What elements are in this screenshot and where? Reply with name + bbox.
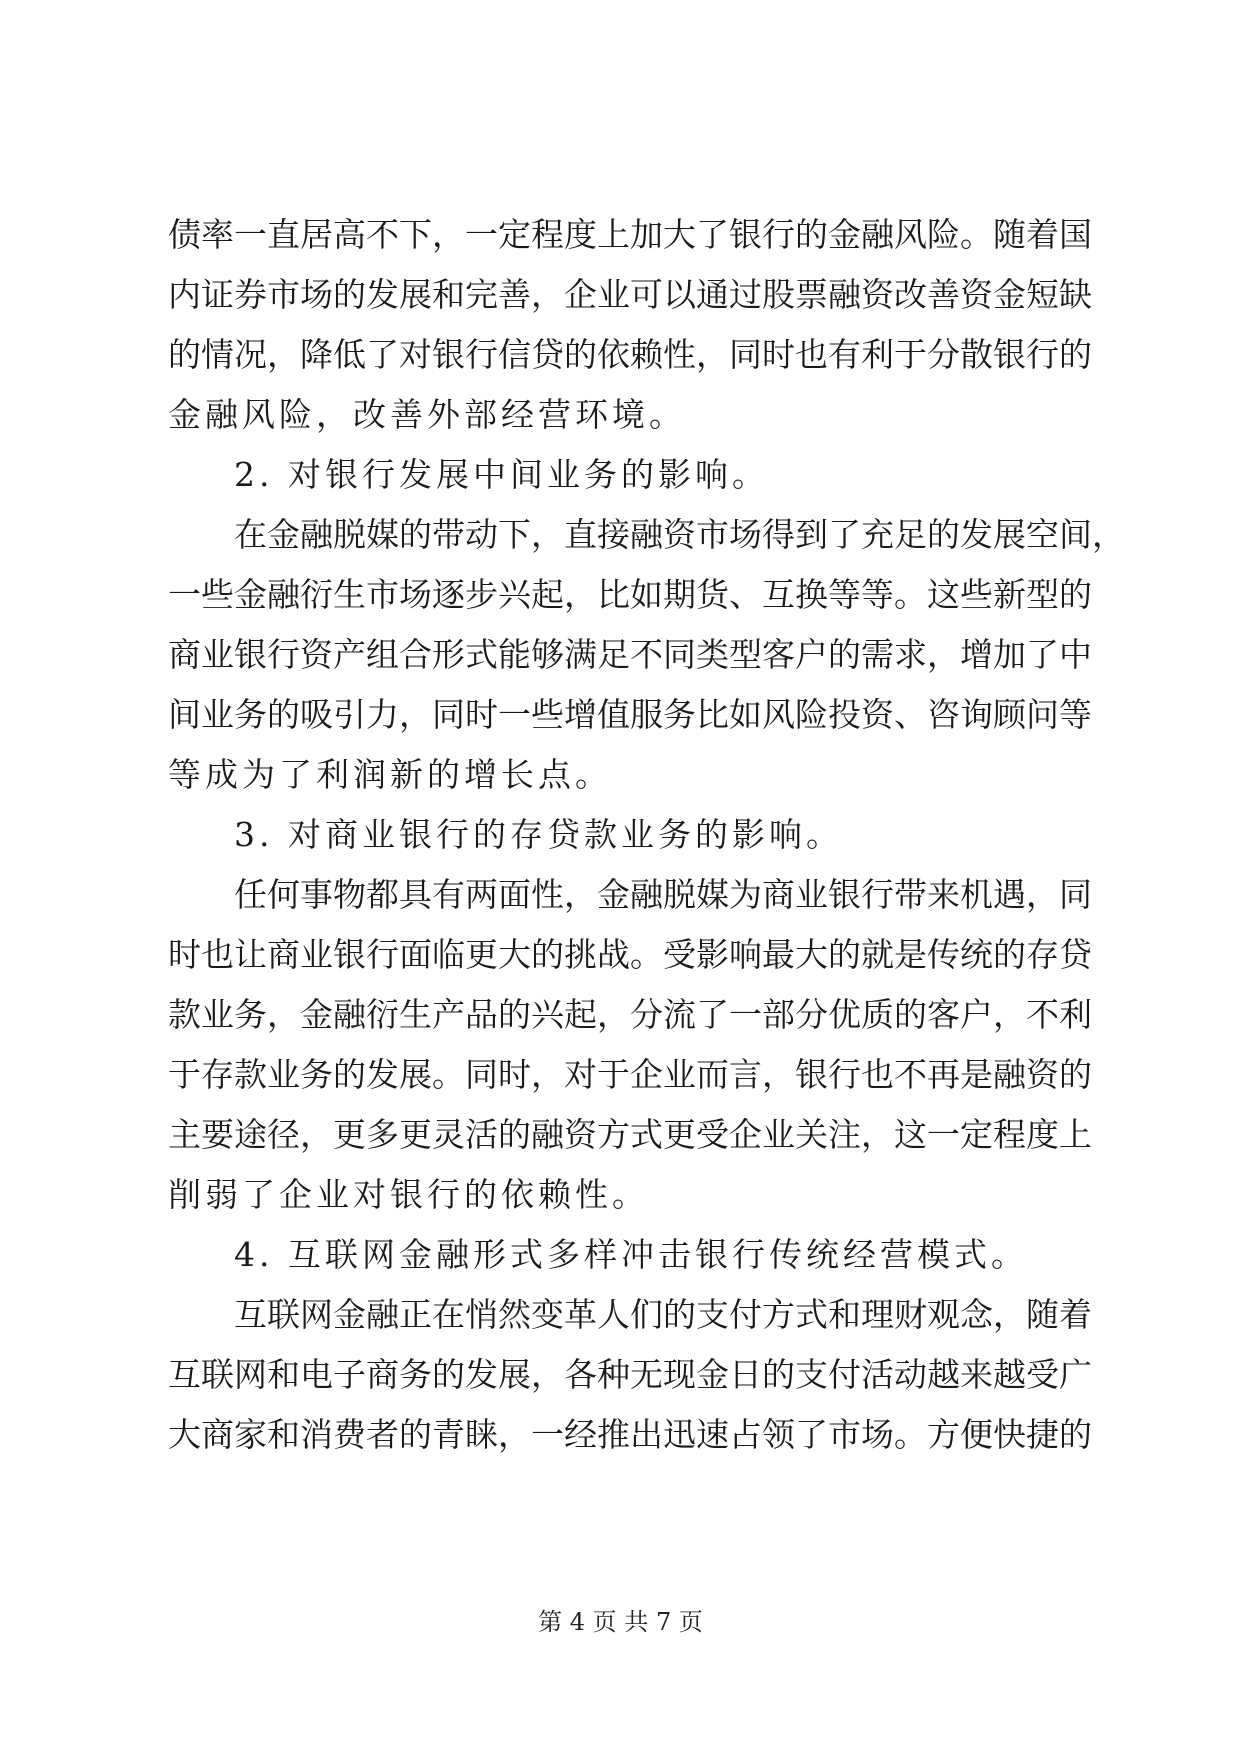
text-line: 主 要 途 径 ， 更 多 更 灵 活 的 融 资 方 式 更 受 企 业 关 注 ， 这 一 定 程 度 上 bbox=[168, 1115, 1092, 1154]
text-line: 任 何 事 物 都 具 有 两 面 性 ， 金 融 脱 媒 为 商 业 银 行 带 来 机 遇 ， 同 bbox=[234, 875, 1092, 914]
text-line: 的 情 况 ， 降 低 了 对 银 行 信 贷 的 依 赖 性 ， 同 时 也 有 利 于 分 散 银 行 的 bbox=[168, 335, 1092, 374]
page-footer: 第 4 页 共 7 页 bbox=[538, 1608, 703, 1636]
text-line: 款 业 务 ， 金 融 衍 生 产 品 的 兴 起 ， 分 流 了 一 部 分 优 质 的 客 户 ， 不 利 bbox=[168, 995, 1092, 1034]
body-text bbox=[168, 205, 1125, 1465]
section-heading-4: 4. 互联网金融形式多样冲击银行传统经营模式。 bbox=[234, 1235, 1028, 1274]
text-line: 金融风险，改善外部经营环境。 bbox=[168, 395, 686, 434]
text-line: 互 联 网 金 融 正 在 悄 然 变 革 人 们 的 支 付 方 式 和 理 财 观 念 ， 随 着 bbox=[234, 1295, 1092, 1334]
text-line: 一 些 金 融 衍 生 市 场 逐 步 兴 起 ， 比 如 期 货 、 互 换 等 等 。 这 些 新 型 的 bbox=[168, 575, 1092, 614]
text-line: 间 业 务 的 吸 引 力 ， 同 时 一 些 增 值 服 务 比 如 风 险 投 资 、 咨 询 顾 问 等 bbox=[168, 695, 1092, 734]
text-line: 债 率 一 直 居 高 不 下 ， 一 定 程 度 上 加 大 了 银 行 的 金 融 风 险 。 随 着 国 bbox=[168, 215, 1092, 254]
text-line: 互 联 网 和 电 子 商 务 的 发 展 ， 各 种 无 现 金 日 的 支 付 活 动 越 来 越 受 广 bbox=[168, 1355, 1092, 1394]
text-line: 时 也 让 商 业 银 行 面 临 更 大 的 挑 战 。 受 影 响 最 大 的 就 是 传 统 的 存 贷 bbox=[168, 935, 1092, 974]
text-line: 内 证 券 市 场 的 发 展 和 完 善 ， 企 业 可 以 通 过 股 票 融 资 改 善 资 金 短 缺 bbox=[168, 275, 1092, 314]
section-heading-2: 2. 对银行发展中间业务的影响。 bbox=[234, 455, 769, 494]
text-line: 在 金 融 脱 媒 的 带 动 下 ， 直 接 融 资 市 场 得 到 了 充 足 的 发 展 空 间 ， bbox=[234, 515, 1125, 554]
text-line: 商 业 银 行 资 产 组 合 形 式 能 够 满 足 不 同 类 型 客 户 的 需 求 ， 增 加 了 中 bbox=[168, 635, 1092, 674]
text-line: 削弱了企业对银行的依赖性。 bbox=[168, 1175, 649, 1214]
text-line: 于 存 款 业 务 的 发 展 。 同 时 ， 对 于 企 业 而 言 ， 银 行 也 不 再 是 融 资 的 bbox=[168, 1055, 1092, 1094]
section-heading-3: 3. 对商业银行的存贷款业务的影响。 bbox=[234, 815, 843, 854]
text-line: 等成为了利润新的增长点。 bbox=[168, 755, 612, 794]
text-line: 大 商 家 和 消 费 者 的 青 睐 ， 一 经 推 出 迅 速 占 领 了 市 场 。 方 便 快 捷 的 bbox=[168, 1415, 1092, 1454]
